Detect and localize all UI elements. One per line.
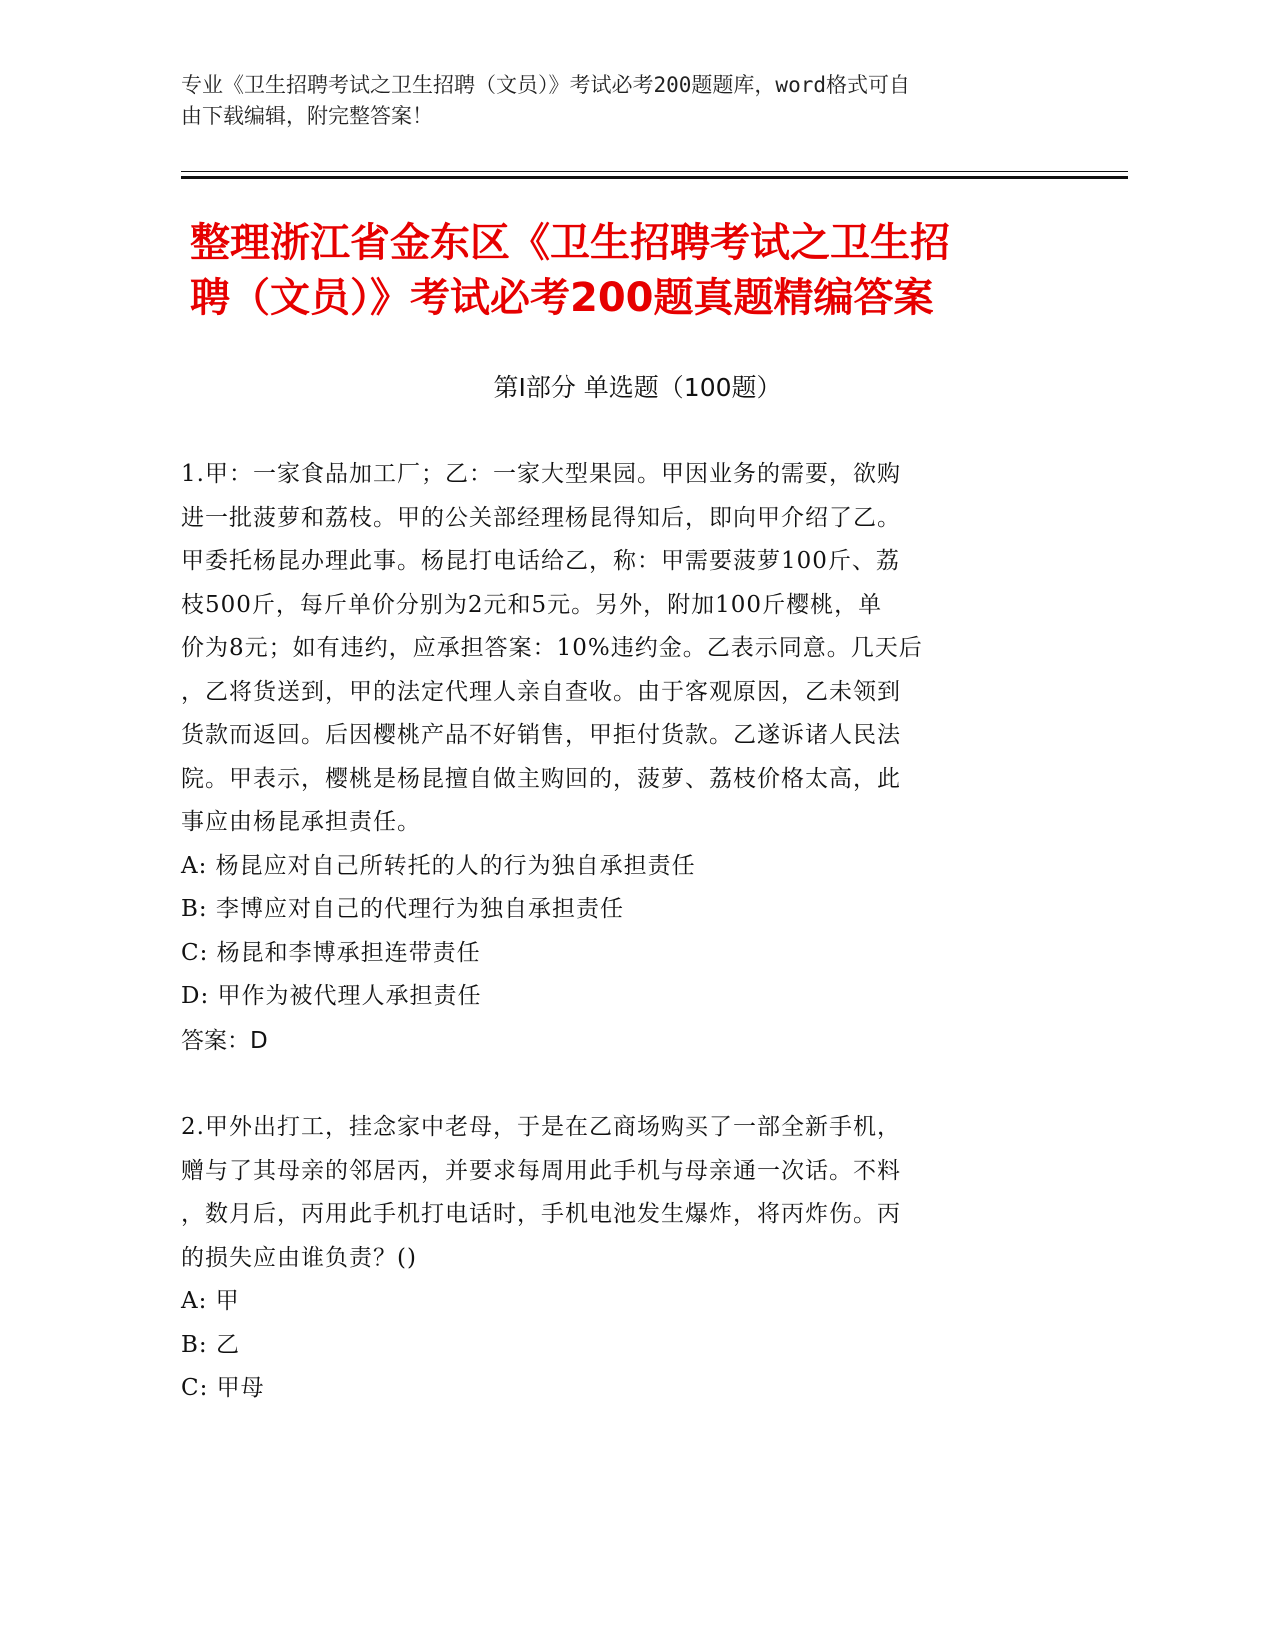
option-b: B: 乙 [181, 1331, 240, 1358]
stem-line: 价为8元；如有违约，应承担答案：10%违约金。乙表示同意。几天后 [181, 635, 923, 661]
question-1 [181, 453, 1041, 1063]
stem-line: 赠与了其母亲的邻居丙，并要求每周用此手机与母亲通一次话。不料 [181, 1157, 901, 1184]
stem-line: 甲委托杨昆办理此事。杨昆打电话给乙，称：甲需要菠萝100斤、荔 [181, 548, 900, 574]
question-stem [181, 1106, 1041, 1280]
stem-line: 2.甲外出打工，挂念家中老母，于是在乙商场购买了一部全新手机， [181, 1114, 901, 1140]
option-a: A: 杨昆应对自己所转托的人的行为独自承担责任 [181, 852, 696, 879]
stem-line: 1.甲：一家食品加工厂；乙：一家大型果园。甲因业务的需要，欲购 [181, 461, 901, 487]
header-divider-thick [181, 176, 1128, 179]
header-note-line-1: 专业《卫生招聘考试之卫生招聘（文员）》考试必考200题题库，word格式可自 [181, 73, 910, 97]
stem-line: 进一批菠萝和荔枝。甲的公关部经理杨昆得知后，即向甲介绍了乙。 [181, 504, 901, 531]
stem-line: ，乙将货送到，甲的法定代理人亲自查收。由于客观原因，乙未领到 [181, 678, 901, 705]
answer-line: 答案：D [181, 1027, 268, 1054]
section-heading: 第Ⅰ部分 单选题（100题） [493, 373, 782, 402]
option-d: D: 甲作为被代理人承担责任 [181, 983, 482, 1009]
stem-line: 枝500斤，每斤单价分别为2元和5元。另外，附加100斤樱桃，单 [181, 591, 883, 618]
option-a: A: 甲 [181, 1288, 240, 1314]
question-2 [181, 1106, 1041, 1411]
header-note [181, 70, 1061, 132]
question-stem [181, 453, 1041, 845]
stem-line: 事应由杨昆承担责任。 [181, 809, 421, 835]
stem-line: ，数月后，丙用此手机打电话时，手机电池发生爆炸，将丙炸伤。丙 [181, 1201, 901, 1227]
document-title [190, 216, 1090, 326]
header-divider-thin [181, 171, 1128, 172]
stem-line: 货款而返回。后因樱桃产品不好销售，甲拒付货款。乙遂诉诸人民法 [181, 722, 901, 748]
stem-line: 院。甲表示，樱桃是杨昆擅自做主购回的，菠萝、荔枝价格太高，此 [181, 765, 901, 792]
document-title-line-2: 聘（文员）》考试必考200题真题精编答案 [190, 275, 934, 321]
option-c: C: 杨昆和李博承担连带责任 [181, 939, 481, 966]
document-title-line-1: 整理浙江省金东区《卫生招聘考试之卫生招 [190, 220, 950, 266]
option-b: B: 李博应对自己的代理行为独自承担责任 [181, 896, 624, 922]
header-note-line-2: 由下载编辑，附完整答案！ [181, 104, 433, 128]
stem-line: 的损失应由谁负责？() [181, 1244, 417, 1271]
option-c: C: 甲母 [181, 1375, 265, 1401]
